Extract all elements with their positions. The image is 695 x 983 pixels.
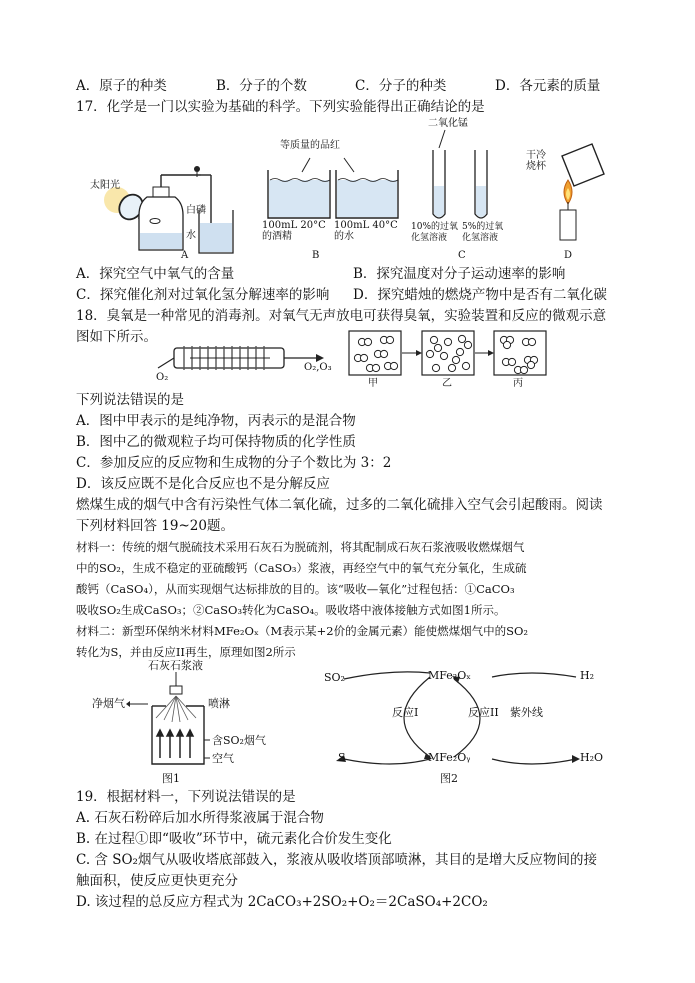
dry-cold-beaker-label (526, 150, 546, 172)
figure-a-letter: A (181, 250, 189, 261)
water-label: 水 (186, 230, 196, 241)
material1-line-3: 酸钙（CaSO₄），从而实现烟气达标排放的目的。该“吸收—氧化”过程包括：①CaCO₃ (76, 582, 515, 596)
box-bing-label: 丙 (513, 378, 523, 389)
reaction-2-label: 反应II (468, 706, 499, 719)
reaction-1-label: 反应I (392, 706, 419, 719)
alcohol-label-1: 100mL 20°C (262, 220, 326, 231)
figure-c-letter: C (458, 250, 466, 261)
q19-option-c-1: C. 含 SO₂烟气从吸收塔底部鼓入，浆液从吸收塔顶部喷淋，其目的是增大反应物间的接 (76, 852, 597, 868)
q18-stem-1: 18．臭氧是一种常见的消毒剂。对氧气无声放电可获得臭氧，实验装置和反应的微观示意 (76, 308, 607, 324)
h2-label: H₂ (580, 669, 595, 682)
h2o2-10-label-1: 10%的过氧 (411, 222, 459, 232)
so2-label: SO₂ (324, 671, 345, 684)
q18-option-d: D．该反应既不是化合反应也不是分解反应 (76, 476, 330, 492)
material1-line-1: 材料一：传统的烟气脱硫技术采用石灰石为脱硫剂，将其配制成石灰石浆液吸收燃煤烟气 (76, 540, 525, 554)
box-jia-label: 甲 (368, 378, 378, 389)
s-label: S (338, 751, 346, 764)
figure-2-caption: 图2 (440, 772, 458, 785)
h2o2-5-label (462, 222, 503, 244)
mfe2oy-label: MFe₂Oᵧ (428, 751, 471, 764)
q18-option-b: B．图中乙的微观粒子均可保持物质的化学性质 (76, 434, 356, 450)
figure-1-caption: 图1 (162, 772, 180, 785)
q18-stem-2: 图如下所示。 (76, 329, 157, 345)
device-in-label: O₂ (156, 372, 169, 383)
alcohol-label (262, 220, 326, 242)
q19-option-c-2: 触面积，使反应更快更充分 (76, 873, 238, 889)
device-out-label: O₂,O₃ (304, 362, 332, 373)
material2-line-2: 转化为S，并由反应II再生，原理如图2所示 (76, 645, 296, 659)
q16-option-c: C．分子的种类 (355, 78, 447, 94)
q18-prompt: 下列说法错误的是 (76, 392, 184, 408)
figure-b-letter: B (312, 250, 320, 261)
h2o-label: H₂O (580, 751, 604, 764)
mfe2ox-label: MFe₂Oₓ (428, 669, 471, 682)
h2o2-10-label (411, 222, 458, 244)
water-40-label-2: 的水 (334, 231, 354, 242)
clean-gas-label: 净烟气 (92, 697, 125, 710)
q18-option-a: A．图中甲表示的是纯净物，丙表示的是混合物 (76, 413, 356, 429)
q16-option-b: B．分子的个数 (216, 78, 307, 94)
magenta-dye-label: 等质量的品红 (280, 140, 340, 151)
q19-option-b: B. 在过程①即“吸收”环节中，硫元素化合价发生变化 (76, 831, 392, 847)
white-phosphorus-label (186, 205, 206, 216)
q16-option-a: A．原子的种类 (76, 78, 167, 94)
air-label: 空气 (212, 752, 234, 765)
intro-line-2: 下列材料回答 19~20题。 (76, 518, 234, 534)
dry-cold-beaker-label-1: 干冷 (526, 150, 546, 161)
so2-flue-gas-label: 含SO₂烟气 (212, 734, 266, 747)
q19-option-d: D. 该过程的总反应方程式为 2CaCO₃+2SO₂+O₂＝2CaSO₄+2CO₂ (76, 894, 488, 910)
material2-line-1: 材料二：新型环保纳米材料MFe₂Oₓ（M表示某+2价的金属元素）能使燃煤烟气中的SO₂ (76, 624, 528, 638)
intro-line-1: 燃煤生成的烟气中含有污染性气体二氧化硫，过多的二氧化硫排入空气会引起酸雨。阅读 (76, 497, 603, 513)
spray-label: 喷淋 (208, 697, 230, 710)
alcohol-label-2: 的酒精 (262, 231, 292, 242)
q19-stem: 19．根据材料一，下列说法错误的是 (76, 789, 296, 805)
q17-option-b: B．探究温度对分子运动速率的影响 (353, 266, 566, 282)
uv-label: 紫外线 (510, 706, 543, 719)
white-phosphorus-label-1: 白磷 (186, 205, 206, 216)
material1-line-2: 中的SO₂，生成不稳定的亚硫酸钙（CaSO₃）浆液，再经空气中的氧气充分氧化，生成硫 (76, 561, 527, 575)
water-40-label (334, 220, 398, 242)
q17-option-c: C．探究催化剂对过氧化氢分解速率的影响 (76, 287, 330, 303)
q17-stem: 17．化学是一门以实验为基础的科学。下列实验能得出正确结论的是 (76, 99, 485, 115)
figure-d-letter: D (564, 250, 573, 261)
h2o2-5-label-2: 化氢溶液 (462, 233, 499, 243)
q16-option-d: D．各元素的质量 (495, 78, 601, 94)
q19-option-a: A. 石灰石粉碎后加水所得浆液属于混合物 (76, 810, 324, 826)
dry-cold-beaker-label-2: 烧杯 (526, 161, 546, 172)
q18-option-c: C．参加反应的反应物和生成物的分子个数比为 3：2 (76, 455, 392, 471)
material1-line-4: 吸收SO₂生成CaSO₃；②CaSO₃转化为CaSO₄。吸收塔中液体接触方式如图1所示。 (76, 603, 506, 617)
mno2-label: 二氧化锰 (428, 118, 468, 129)
box-yi-label: 乙 (442, 378, 452, 389)
water-40-label-1: 100mL 40°C (334, 220, 398, 231)
q17-option-d: D．探究蜡烛的燃烧产物中是否有二氧化碳 (353, 287, 607, 303)
q17-option-a: A．探究空气中氧气的含量 (76, 266, 235, 282)
h2o2-10-label-2: 化氢溶液 (411, 233, 448, 243)
limestone-slurry-label: 石灰石浆液 (148, 659, 203, 672)
sunlight-label: 太阳光 (90, 180, 120, 191)
h2o2-5-label-1: 5%的过氧 (462, 222, 504, 232)
